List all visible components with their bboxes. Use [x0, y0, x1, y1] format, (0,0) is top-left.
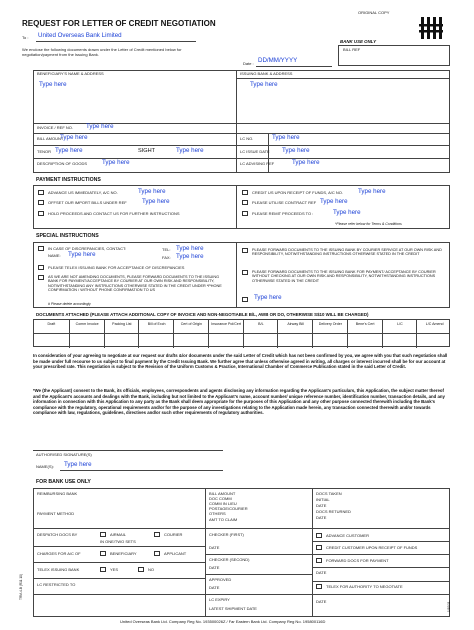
tel-field[interactable]: Type here	[176, 245, 204, 252]
document-column-2	[104, 320, 139, 348]
other-instruction-field[interactable]: Type here	[254, 294, 282, 301]
docs-taken-label: DOCS TAKEN	[316, 491, 342, 496]
document-copies-field[interactable]	[139, 334, 174, 348]
page-title: REQUEST FOR LETTER OF CREDIT NEGOTIATION	[22, 19, 216, 28]
documents-title: DOCUMENTS ATTACHED (PLEASE ATTACH ADDITIONAL COPY OF INVOICE AND NON-NEGOTIABLE B/L, AWB OR DO, OTHERWISE S$10 WILL BE CHARGED)	[36, 312, 369, 317]
postage-label: POSTAGE/COURIER	[209, 506, 248, 511]
lc-expiry-label: LC EXPIRY	[209, 597, 230, 602]
advance-checkbox[interactable]	[38, 190, 44, 195]
beneficiary-field[interactable]: Type here	[39, 81, 67, 88]
bill-amount-bank-label: BILL AMOUNT	[209, 491, 236, 496]
invoice-label: INVOICE / REF NO.	[37, 125, 74, 130]
telex-checkbox[interactable]	[38, 265, 44, 270]
doc-comm-label: DOC COMM	[209, 496, 232, 501]
terms-paragraph-2: *We (the Applicant) consent to the Bank, its officials, employees, correspondents and agents disclosing any information regarding the Applicant's particulars, this Application, the subject matter thereof and the Applicant's accounts and dealings with the Bank, including but not limited to the Applicant's name, account number/ unique reference number, identification number, transaction details, and any information in connection with this Application to any party as the Bank shall deem appropriate for the purposes of this Application and any other purpose connected therewith including the Bank's compliance with the regulatory, operational requirements and/or for the purpose of any investigations relating to the Application made herein, any transaction connected therewith and/or towards compliance with law, regulations, guidelines, directives and/or such other requirements of regulatory authorities.	[33, 388, 445, 416]
document-copies-field[interactable]	[383, 334, 418, 348]
forward-doc-label: FORWARD DOCS FOR PAYMENT	[326, 558, 389, 563]
comm-in-lieu-label: COMM IN LIEU	[209, 501, 237, 506]
bill-amount-label: BILL AMOUNT	[37, 136, 64, 141]
reimbursing-bank-label: REIMBURSING BANK	[37, 491, 78, 496]
airmail-label: AIRMAIL	[110, 532, 127, 537]
date-label: Date :	[243, 61, 254, 66]
bill-ref-box	[338, 45, 450, 66]
name-label: NAME:	[48, 253, 61, 258]
applicant-checkbox[interactable]	[154, 551, 160, 556]
discrepancies-label: IN CASE OF DISCREPANCIES, CONTACT:	[48, 246, 127, 251]
document-column-9	[347, 320, 382, 348]
lc-restricted-label: LC RESTRICTED TO	[37, 582, 76, 587]
beneficiary-label: BENEFICIARY'S NAME & ADDRESS	[37, 71, 104, 76]
beneficiary-option-label: BENEFICIARY	[110, 551, 137, 556]
payment-section-title: PAYMENT INSTRUCTIONS	[36, 177, 101, 183]
document-copies-field[interactable]	[174, 334, 209, 348]
others-label: OTHERS	[209, 511, 226, 516]
document-column-label: Insurance Pol/Cert	[211, 321, 241, 326]
issuing-bank-label: ISSUING BANK & ADDRESS	[240, 71, 293, 76]
document-column-0	[34, 320, 69, 348]
offset-label: OFFSET OUR IMPORT BILLS UNDER REF	[48, 200, 127, 205]
bill-ref-label: BILL REF	[343, 47, 361, 52]
documents-table	[33, 319, 450, 347]
sight-label: SIGHT	[138, 148, 156, 154]
forward-2-checkbox[interactable]	[242, 270, 248, 275]
remit-field[interactable]: Type here	[333, 209, 361, 216]
document-column-label: Packing List	[112, 321, 132, 326]
yes-checkbox[interactable]	[100, 567, 106, 572]
credit-upon-label: CREDIT US UPON RECEIPT OF FUNDS, A/C NO.	[252, 190, 343, 195]
delete-note: # Please delete accordingly	[48, 302, 91, 306]
beneficiary-checkbox[interactable]	[100, 551, 106, 556]
credit-customer-checkbox[interactable]	[316, 545, 322, 550]
document-copies-field[interactable]	[34, 334, 69, 348]
contact-name-field[interactable]: Type here	[68, 251, 96, 258]
date-3-label: DATE	[209, 545, 220, 550]
document-column-10	[382, 320, 417, 348]
approved-label: APPROVED	[209, 577, 232, 582]
charges-for-label: CHARGES FOR A/C OF	[37, 551, 81, 556]
airmail-checkbox[interactable]	[100, 532, 106, 537]
lc-issue-date-label: LC ISSUE DATE	[240, 149, 270, 154]
lc-no-label: LC NO.	[240, 136, 254, 141]
document-column-label: Draft	[47, 321, 56, 326]
courier-label: COURIER	[164, 532, 183, 537]
document-column-label: Bene's Cert	[355, 321, 375, 326]
fax-label: FAX:	[162, 255, 171, 260]
offset-field[interactable]: Type here	[142, 198, 170, 205]
date-1-label: DATE	[316, 503, 327, 508]
signature-name-field[interactable]: Type here	[64, 461, 92, 468]
document-column-label: Comm Invoice	[75, 321, 99, 326]
despatch-label: DESPATCH DOCS BY	[37, 532, 78, 537]
in-one-two-sets-label: IN ONE/TWO SETS	[100, 539, 136, 544]
fax-field[interactable]: Type here	[176, 253, 204, 260]
utilise-checkbox[interactable]	[242, 200, 248, 205]
signature-label: AUTHORISED SIGNATURE(S)	[36, 452, 92, 457]
invoice-field[interactable]: Type here	[86, 123, 114, 130]
credit-upon-checkbox[interactable]	[242, 190, 248, 195]
discrepancies-checkbox[interactable]	[38, 246, 44, 251]
utilise-label: PLEASE UTILISE CONTRACT REF	[252, 200, 317, 205]
document-column-label: Airway Bill	[287, 321, 304, 326]
forward-2-text: PLEASE FORWARD DOCUMENTS TO THE ISSUING BANK FOR PAYMENT/ ACCEPTANCE BY COURIER WITHOUT CHECKING AT OUR OWN RISK AND RESPONSIBILITY, NOTWITHSTANDING INSTRUCTIONS OTHERWISE STATED IN THE CREDIT	[252, 270, 436, 283]
signature-name-label: NAME(S):	[36, 464, 54, 469]
bill-amount-field[interactable]: Type here	[60, 134, 88, 141]
forward-doc-checkbox[interactable]	[316, 558, 322, 563]
tenor-field-2[interactable]: Type here	[176, 147, 204, 154]
lc-advising-ref-label: LC ADVISING REF	[240, 161, 275, 166]
document-column-6	[243, 320, 278, 348]
bank-use-title: FOR BANK USE ONLY	[36, 479, 91, 485]
latest-shipment-label: LATEST SHIPMENT DATE	[209, 606, 257, 611]
document-column-label: B/L	[258, 321, 264, 326]
yes-label: YES	[110, 567, 119, 572]
advance-field[interactable]: Type here	[138, 188, 166, 195]
document-column-1	[69, 320, 104, 348]
hold-checkbox[interactable]	[38, 211, 44, 216]
document-copies-field[interactable]	[70, 334, 105, 348]
utilise-field[interactable]: Type here	[320, 198, 348, 205]
forward-1-text: PLEASE FORWARD DOCUMENTS TO THE ISSUING BANK BY COURIER SERVICE AT OUR OWN RISK AND RESPONSIBILITY, NOTWITHSTANDING INSTRUCTIONS OTHERWISE STATED IN THE CREDIT	[252, 248, 442, 257]
document-copies-field[interactable]	[105, 334, 140, 348]
date-5-label: DATE	[209, 585, 220, 590]
terms-note: *Please refer below for Terms & Conditions	[335, 222, 402, 226]
telex-label: PLEASE TELEX ISSUING BANK FOR ACCEPTANCE OF DISCREPANCIES	[48, 265, 185, 270]
date-7-label: DATE	[316, 599, 327, 604]
date-4-label: DATE	[209, 565, 220, 570]
to-label: To :	[22, 35, 29, 40]
document-column-8	[312, 320, 347, 348]
lc-no-field[interactable]: Type here	[272, 134, 300, 141]
document-copies-field[interactable]	[244, 334, 279, 348]
intro-text: We enclose the following documents drawn under the Letter of Credit mentioned below for negotiation/payment from the Issuing Bank.	[22, 47, 182, 57]
document-column-label: Cert of Origin	[180, 321, 203, 326]
telex-issuing-label: TELEX ISSUING BANK	[37, 567, 80, 572]
telex-authority-label: TELEX FOR AUTHORITY TO NEGOTIATE	[326, 584, 403, 589]
checker-first-label: CHECKER (FIRST)	[209, 532, 244, 537]
to-value-field[interactable]: United Overseas Bank Limited	[38, 32, 122, 39]
page-code	[447, 601, 454, 628]
advance-customer-label: ADVANCE CUSTOMER	[326, 533, 369, 538]
document-copies-field[interactable]	[348, 334, 383, 348]
applicant-option-label: APPLICANT	[164, 551, 187, 556]
docs-returned-label: DOCS RETURNED	[316, 509, 351, 514]
advance-customer-checkbox[interactable]	[316, 533, 322, 538]
courier-checkbox[interactable]	[154, 532, 160, 537]
terms-paragraph-1: In consideration of your agreeing to negotiate at our request our drafts &/or documents under the said Letter of Credit which has not been confirmed by you, we agree with you that such negotiation shall be made under full recourse to us subject to final payment by the Credit Issuing Bank. We further agree that unless otherwise agreed in writing, all charges or interest incurred shall be for our account at your prescribed rate. This negotiation is subject to the Revision of the Uniform Customs & Practice, International Chamber of Commerce Publication stated in the said Letter of Credit.	[33, 353, 448, 370]
document-column-4	[173, 320, 208, 348]
no-label: NO	[148, 567, 154, 572]
telex-authority-checkbox[interactable]	[316, 584, 322, 589]
issuing-bank-field[interactable]: Type here	[250, 81, 278, 88]
document-copies-field[interactable]	[417, 334, 452, 348]
page-code-text: 1/10/11	[447, 601, 451, 612]
document-copies-field[interactable]	[278, 334, 313, 348]
advance-label: ADVANCE US IMMEDIATELY, A/C NO.	[48, 190, 118, 195]
form-code-text: TRM-4-B (R11 10)	[19, 574, 23, 600]
original-copy-label: ORIGINAL COPY	[358, 10, 390, 15]
date-2-label: DATE	[316, 515, 327, 520]
other-checkbox[interactable]	[242, 297, 248, 302]
goods-label: DESCRIPTION OF GOODS	[37, 161, 88, 166]
checker-second-label: CHECKER (SECOND)	[209, 557, 250, 562]
offset-checkbox[interactable]	[38, 200, 44, 205]
remit-checkbox[interactable]	[242, 211, 248, 216]
lc-issue-date-field[interactable]: Type here	[282, 147, 310, 154]
goods-field[interactable]: Type here	[102, 159, 130, 166]
date-6-label: DATE	[316, 570, 327, 575]
footer-company: United Overseas Bank Ltd. Company Reg No. 193500026Z / Far Eastern Bank Ltd. Company Reg No. 195800116D	[120, 619, 326, 624]
logo-icon	[419, 17, 443, 39]
form-code	[19, 574, 26, 630]
credit-upon-field[interactable]: Type here	[358, 188, 386, 195]
tenor-label: TENOR	[37, 149, 51, 154]
hold-label: HOLD PROCEEDS AND CONTACT US FOR FURTHER INSTRUCTIONS	[48, 211, 180, 216]
initial-label: INITIAL	[316, 497, 330, 502]
document-column-label: Delivery Order	[318, 321, 342, 326]
not-amending-checkbox[interactable]	[38, 275, 44, 280]
document-column-3	[138, 320, 173, 348]
date-field[interactable]: DD/MM/YYYY	[258, 57, 298, 64]
payment-method-label: PAYMENT METHOD	[37, 511, 75, 516]
document-copies-field[interactable]	[209, 334, 244, 348]
credit-customer-label: CREDIT CUSTOMER UPON RECEIPT OF FUNDS	[326, 545, 418, 550]
no-checkbox[interactable]	[138, 567, 144, 572]
tel-label: TEL:	[162, 247, 171, 252]
lc-advising-ref-field[interactable]: Type here	[292, 159, 320, 166]
forward-1-checkbox[interactable]	[242, 248, 248, 253]
document-column-7	[277, 320, 312, 348]
not-amending-text: AS WE ARE NOT AMENDING DOCUMENTS, PLEASE FORWARD DOCUMENTS TO THE ISSUING BANK FOR PAYMENT/ACCEPTANCE BY COURIER AT OUR OWN RISK AND RESPONSIBILITY, NOTWITHSTANDING ANY INSTRUCTIONS OTHERWISE STATED IN THE CREDIT UNDER *PHONE CONFIRMATION / WITHOUT PHONE CONFIRMATION TO US	[48, 275, 222, 293]
document-column-label: Bill of Exch	[147, 321, 166, 326]
amt-to-claim-label: AMT TO CLAIM	[209, 517, 238, 522]
tenor-field[interactable]: Type here	[55, 147, 83, 154]
document-column-label: L/C	[397, 321, 403, 326]
special-section-title: SPECIAL INSTRUCTIONS	[36, 233, 99, 239]
remit-label: PLEASE REMIT PROCEEDS TO :	[252, 211, 314, 216]
document-column-label: L/C Amend	[425, 321, 444, 326]
document-copies-field[interactable]	[313, 334, 348, 348]
bank-use-only-label: BANK USE ONLY	[340, 39, 377, 44]
document-column-11	[416, 320, 451, 348]
document-column-5	[208, 320, 243, 348]
